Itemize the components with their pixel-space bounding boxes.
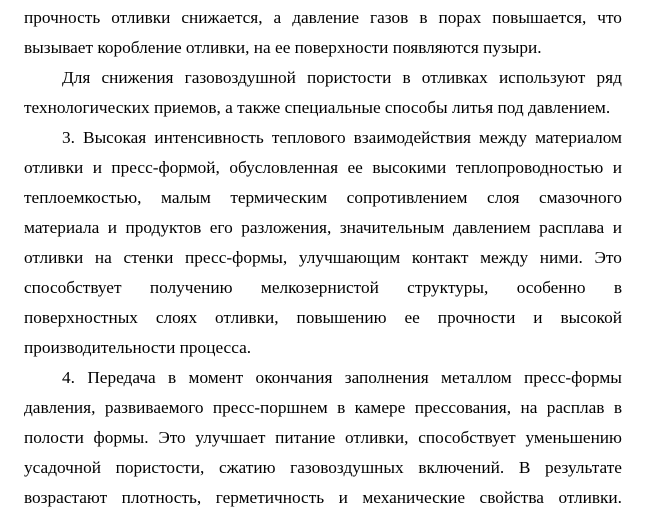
- word: ряд: [596, 68, 622, 87]
- word: ними.: [539, 248, 583, 267]
- word: 4.: [62, 368, 75, 387]
- word: расплава: [539, 218, 605, 237]
- word: отливки: [24, 158, 84, 177]
- text-line: [24, 183, 622, 213]
- word: поверхностных: [24, 308, 138, 327]
- word: расплав: [546, 398, 605, 417]
- word: значительным: [339, 218, 445, 237]
- word: способствует: [418, 428, 516, 447]
- word: Это: [594, 248, 622, 267]
- word: высокими: [372, 158, 447, 177]
- word: Это: [158, 428, 186, 447]
- word: порах: [438, 8, 482, 27]
- word: сопротивлением: [346, 188, 468, 207]
- text-line: [24, 483, 622, 513]
- word: материала: [24, 218, 100, 237]
- word: разложения,: [241, 218, 332, 237]
- word: структуры,: [407, 278, 489, 297]
- word: что: [597, 8, 622, 27]
- word: получению: [149, 278, 233, 297]
- word: высокой: [560, 308, 622, 327]
- word: отливках: [421, 68, 488, 87]
- word: питание: [275, 428, 336, 447]
- word: газовоздушной: [184, 68, 296, 87]
- word: Передача: [87, 368, 156, 387]
- word: снижения: [101, 68, 174, 87]
- word: газов: [370, 8, 409, 27]
- word: взаимодействия: [353, 128, 471, 147]
- word: используют: [498, 68, 586, 87]
- word: контакт: [411, 248, 469, 267]
- word: давление: [292, 8, 360, 27]
- word: прессования,: [414, 398, 512, 417]
- word: прочность: [24, 8, 101, 27]
- word: заполнения: [344, 368, 429, 387]
- word: Высокая: [83, 128, 147, 147]
- word: и: [612, 158, 622, 177]
- word: пресс-формы,: [185, 248, 288, 267]
- text-line: [24, 393, 622, 423]
- word: свойства: [479, 488, 544, 507]
- word: малым: [161, 188, 211, 207]
- text-line: [24, 303, 622, 333]
- word: а: [273, 8, 282, 27]
- word: окончания: [255, 368, 333, 387]
- word: интенсивность: [154, 128, 264, 147]
- word: в: [613, 278, 622, 297]
- word: усадочной: [24, 458, 102, 477]
- text-line: [24, 423, 622, 453]
- word: возрастают: [24, 488, 108, 507]
- word: герметичность: [215, 488, 325, 507]
- word: мелкозернистой: [260, 278, 379, 297]
- word: отливки: [24, 248, 84, 267]
- word: термическим: [230, 188, 328, 207]
- word: давления,: [24, 398, 96, 417]
- word: момент: [188, 368, 244, 387]
- word: отливки: [111, 8, 171, 27]
- word: повышается,: [492, 8, 587, 27]
- word: результате: [545, 458, 622, 477]
- word: отливки.: [558, 488, 622, 507]
- word: и: [533, 308, 543, 327]
- word: механические: [362, 488, 466, 507]
- word: 3.: [62, 128, 75, 147]
- word: смазочного: [539, 188, 622, 207]
- text-line: производительности процесса.: [24, 338, 252, 357]
- word: прочности: [437, 308, 516, 327]
- word: пресс-формы: [524, 368, 622, 387]
- text-line: [24, 213, 622, 243]
- word: отливки,: [215, 308, 279, 327]
- word: отливки,: [344, 428, 409, 447]
- text-line: [24, 123, 622, 153]
- word: развиваемого: [104, 398, 204, 417]
- word: включений.: [418, 458, 505, 477]
- word: на: [520, 398, 538, 417]
- word: слоя: [486, 188, 520, 207]
- text-line: [24, 153, 622, 183]
- word: металлом: [441, 368, 512, 387]
- text-line: технологических приемов, а также специальные способы литья под давлением.: [24, 98, 611, 117]
- word: плотность,: [121, 488, 202, 507]
- text-line: [24, 273, 622, 303]
- text-line: [24, 453, 622, 483]
- word: в: [402, 68, 411, 87]
- word: материалом: [535, 128, 622, 147]
- word: камере: [354, 398, 406, 417]
- word: полости: [24, 428, 84, 447]
- word: сжатию: [218, 458, 276, 477]
- word: обусловленная: [229, 158, 339, 177]
- word: формы.: [93, 428, 149, 447]
- text-line: [24, 243, 622, 273]
- word: улучшающим: [298, 248, 401, 267]
- word: газовоздушных: [290, 458, 404, 477]
- word: в: [337, 398, 346, 417]
- word: между: [480, 248, 529, 267]
- word: теплоемкостью,: [24, 188, 142, 207]
- word: теплового: [271, 128, 346, 147]
- word: в: [613, 398, 622, 417]
- word: ее: [404, 308, 420, 327]
- word: пористости: [307, 68, 392, 87]
- word: теплопроводностью: [455, 158, 604, 177]
- word: и: [92, 158, 102, 177]
- word: в: [168, 368, 177, 387]
- word: пористости,: [115, 458, 205, 477]
- word: продуктов: [125, 218, 202, 237]
- word: и: [612, 218, 622, 237]
- word: и: [338, 488, 348, 507]
- word: снижается,: [181, 8, 263, 27]
- word: пресс-формой,: [111, 158, 220, 177]
- word: уменьшению: [525, 428, 622, 447]
- word: в: [419, 8, 428, 27]
- word: улучшает: [195, 428, 266, 447]
- text-line: [24, 363, 622, 393]
- word: давлением: [452, 218, 531, 237]
- word: между: [479, 128, 528, 147]
- text-line: [24, 63, 622, 93]
- word: ее: [347, 158, 363, 177]
- word: стенки: [123, 248, 174, 267]
- word: Для: [62, 68, 91, 87]
- text-line: вызывает коробление отливки, на ее поверхности появляются пузыри.: [24, 38, 542, 57]
- word: особенно: [516, 278, 586, 297]
- document-page: [24, 3, 622, 513]
- text-line: [24, 3, 622, 33]
- word: и: [107, 218, 118, 237]
- word: повышению: [296, 308, 387, 327]
- word: на: [94, 248, 112, 267]
- word: В: [518, 458, 531, 477]
- word: пресс-поршнем: [212, 398, 328, 417]
- word: его: [209, 218, 233, 237]
- word: способствует: [24, 278, 122, 297]
- word: слоях: [155, 308, 198, 327]
